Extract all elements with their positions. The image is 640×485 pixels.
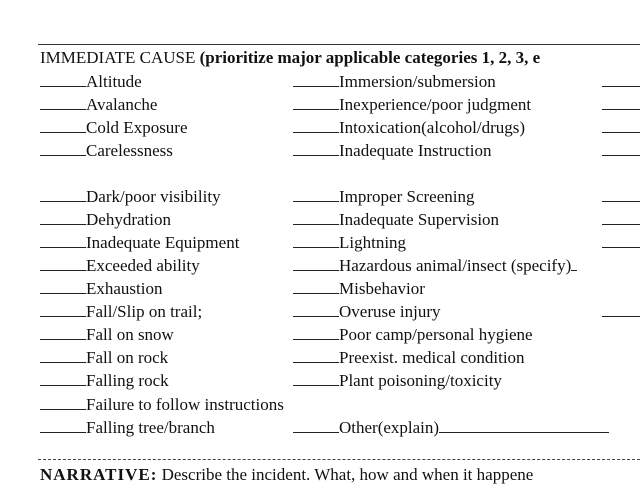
cause-label: Falling tree/branch (86, 418, 215, 437)
blank-line[interactable] (40, 84, 86, 87)
blank-line[interactable] (602, 222, 640, 225)
cause-label: Avalanche (86, 95, 158, 114)
blank-line[interactable] (602, 107, 640, 110)
blank-line[interactable] (602, 130, 640, 133)
cause-item-truncated[interactable] (602, 140, 640, 161)
blank-line[interactable] (40, 245, 86, 248)
cause-item[interactable] (40, 370, 169, 391)
cause-label: Misbehavior (339, 279, 425, 298)
cause-item[interactable] (40, 278, 163, 299)
blank-line[interactable] (293, 430, 339, 433)
cause-label: Fall/Slip on trail; (86, 302, 203, 321)
blank-line[interactable] (40, 383, 86, 386)
cause-item[interactable] (293, 186, 474, 207)
blank-line[interactable] (602, 199, 640, 202)
cause-label: Preexist. medical condition (339, 348, 525, 367)
cause-label: Poor camp/personal hygiene (339, 325, 533, 344)
cause-item[interactable] (293, 94, 531, 115)
blank-line[interactable] (40, 107, 86, 110)
blank-line[interactable] (40, 337, 86, 340)
cause-item[interactable] (40, 394, 284, 415)
cause-label: Inadequate Equipment (86, 233, 240, 252)
cause-item[interactable] (293, 209, 499, 230)
blank-line[interactable] (293, 222, 339, 225)
cause-label: Altitude (86, 72, 142, 91)
blank-line[interactable] (40, 222, 86, 225)
cause-item-truncated[interactable] (602, 94, 640, 115)
cause-item[interactable] (40, 71, 142, 92)
cause-item[interactable] (40, 209, 171, 230)
cause-label: Intoxication(alcohol/drugs) (339, 118, 526, 137)
blank-line[interactable] (40, 314, 86, 317)
cause-label: Failure to follow instructions (86, 395, 284, 414)
cause-item[interactable] (293, 417, 609, 438)
cause-label: Inadequate Supervision (339, 210, 500, 229)
section-heading (40, 47, 540, 69)
cause-item[interactable] (293, 140, 491, 161)
blank-line[interactable] (293, 245, 339, 248)
cause-label: Improper Screening (339, 187, 475, 206)
blank-line[interactable] (293, 268, 339, 271)
blank-line[interactable] (602, 245, 640, 248)
cause-item[interactable] (40, 232, 239, 253)
cause-item[interactable] (40, 186, 221, 207)
cause-label: Exceeded ability (86, 256, 200, 275)
cause-item[interactable] (40, 117, 188, 138)
blank-line[interactable] (40, 153, 86, 156)
top-divider (38, 44, 640, 45)
blank-line[interactable] (293, 199, 339, 202)
cause-label: Fall on rock (86, 348, 169, 367)
cause-label: Overuse injury (339, 302, 441, 321)
blank-line[interactable] (40, 407, 86, 410)
cause-item[interactable] (293, 232, 406, 253)
explain-blank[interactable] (439, 430, 609, 433)
blank-line[interactable] (602, 314, 640, 317)
narrative-heading (40, 465, 533, 485)
cause-label: Lightning (339, 233, 407, 252)
blank-line[interactable] (293, 84, 339, 87)
cause-item[interactable] (40, 140, 173, 161)
blank-line[interactable] (293, 383, 339, 386)
cause-item[interactable] (293, 255, 577, 276)
blank-line[interactable] (602, 153, 640, 156)
blank-line[interactable] (293, 360, 339, 363)
blank-line[interactable] (293, 107, 339, 110)
cause-item[interactable] (293, 117, 525, 138)
cause-label: Inexperience/poor judgment (339, 95, 532, 114)
cause-item-truncated[interactable] (602, 232, 640, 253)
cause-item[interactable] (293, 71, 496, 92)
blank-line[interactable] (293, 153, 339, 156)
cause-item[interactable] (40, 255, 200, 276)
cause-item[interactable] (40, 417, 215, 438)
cause-item[interactable] (40, 301, 202, 322)
blank-line[interactable] (40, 268, 86, 271)
narrative-prompt: Describe the incident. What, how and when it happene (157, 465, 534, 484)
cause-label: Hazardous animal/insect (specify) (339, 256, 572, 275)
blank-line[interactable] (293, 291, 339, 294)
cause-label: Other(explain) (339, 418, 440, 437)
cause-item[interactable] (293, 324, 533, 345)
cause-label: Inadequate Instruction (339, 141, 492, 160)
cause-item-truncated[interactable] (602, 186, 640, 207)
cause-label: Cold Exposure (86, 118, 188, 137)
cause-label: Falling rock (86, 371, 169, 390)
specify-blank[interactable] (571, 268, 577, 271)
blank-line[interactable] (293, 314, 339, 317)
cause-item-truncated[interactable] (602, 117, 640, 138)
blank-line[interactable] (40, 360, 86, 363)
cause-item[interactable] (293, 347, 525, 368)
cause-label: Exhaustion (86, 279, 163, 298)
blank-line[interactable] (40, 430, 86, 433)
cause-label: Dehydration (86, 210, 171, 229)
blank-line[interactable] (293, 337, 339, 340)
blank-line[interactable] (602, 84, 640, 87)
cause-label: Fall on snow (86, 325, 174, 344)
cause-item[interactable] (40, 324, 174, 345)
cause-item-truncated[interactable] (602, 301, 640, 322)
narrative-label: NARRATIVE: (40, 465, 158, 484)
cause-label: Immersion/submersion (339, 72, 496, 91)
cause-item[interactable] (293, 370, 502, 391)
cause-label: Carelessness (86, 141, 173, 160)
cause-item-truncated[interactable] (602, 71, 640, 92)
blank-line[interactable] (40, 199, 86, 202)
bottom-divider (38, 459, 640, 460)
blank-line[interactable] (293, 130, 339, 133)
blank-line[interactable] (40, 130, 86, 133)
cause-label: Dark/poor visibility (86, 187, 221, 206)
cause-item[interactable] (40, 94, 157, 115)
blank-line[interactable] (40, 291, 86, 294)
cause-item[interactable] (293, 278, 425, 299)
cause-item[interactable] (293, 301, 441, 322)
section-heading-instruction: (prioritize major applicable categories 1, 2, 3, e (195, 48, 541, 67)
section-heading-lead: IMMEDIATE CAUSE (40, 48, 196, 67)
cause-item-truncated[interactable] (602, 209, 640, 230)
cause-label: Plant poisoning/toxicity (339, 371, 502, 390)
cause-item[interactable] (40, 347, 168, 368)
